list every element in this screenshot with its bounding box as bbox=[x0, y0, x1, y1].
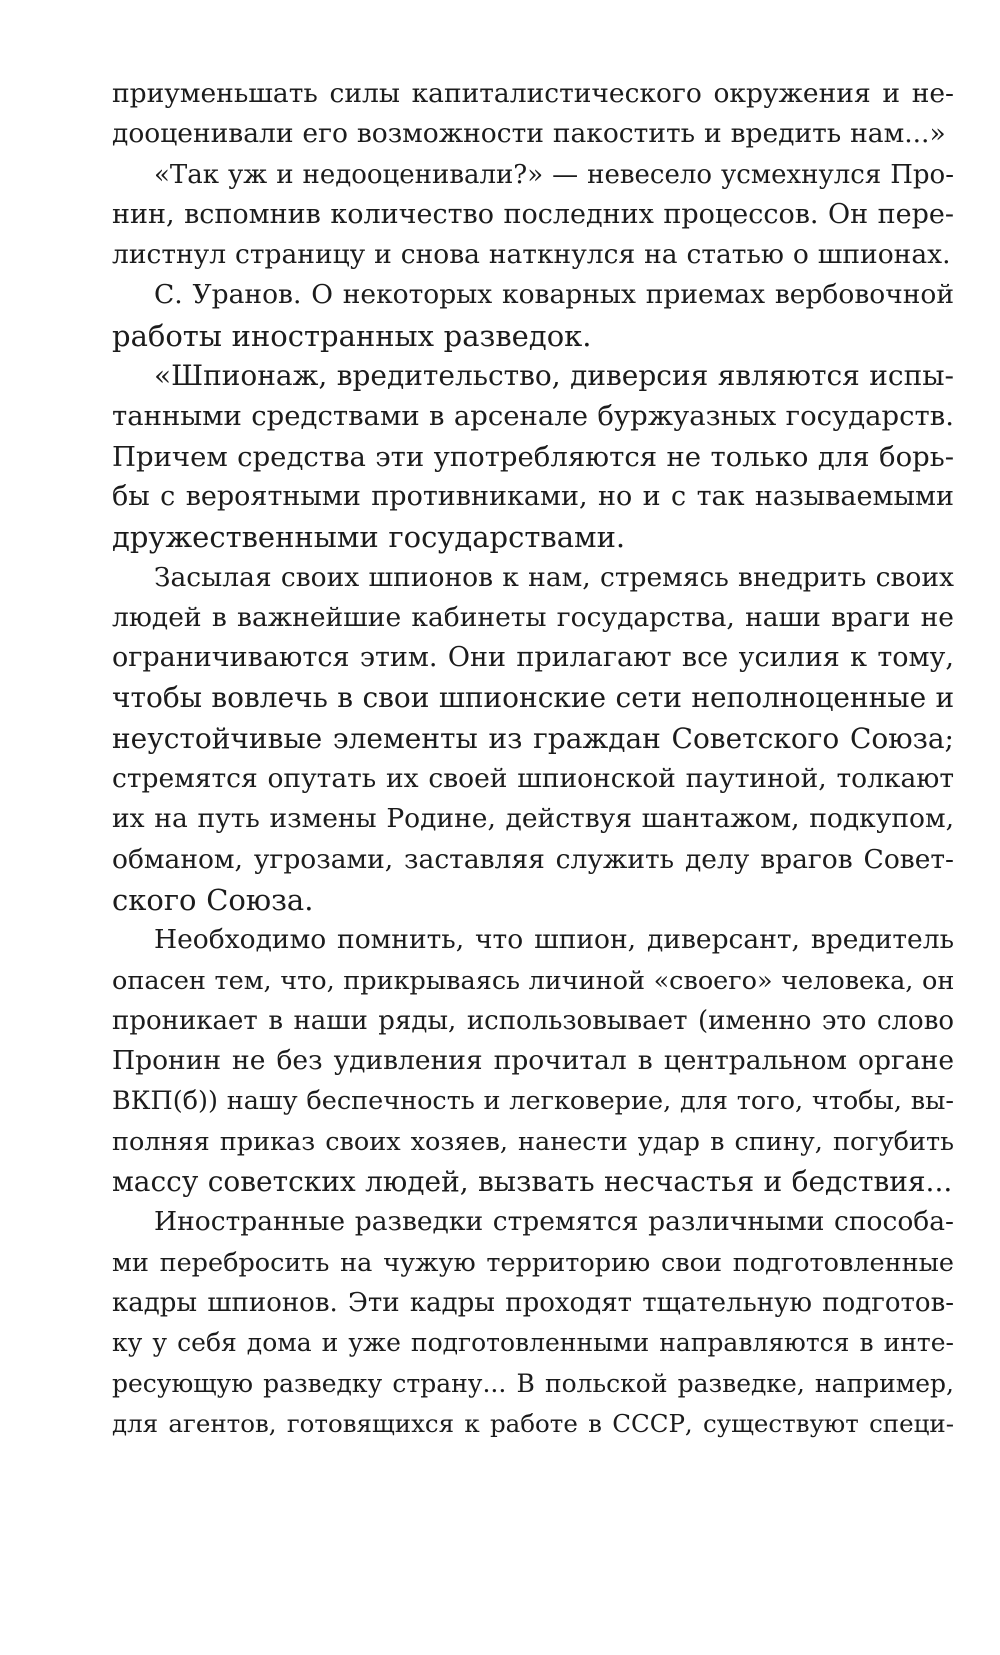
text-line: стремятся опутать их своей шпионской паутиной, толкают bbox=[112, 763, 954, 795]
paragraph bbox=[112, 1202, 954, 1444]
text-line: С. Уранов. О некоторых коварных приемах вербовочной bbox=[154, 279, 954, 311]
text-line: их на путь измены Родине, действуя шантажом, подкупом, bbox=[112, 803, 954, 835]
text-line: Иностранные разведки стремятся различными способа- bbox=[154, 1206, 954, 1238]
text-line: приуменьшать силы капиталистического окружения и не- bbox=[112, 78, 954, 109]
paragraph bbox=[112, 558, 954, 921]
text-line: «Шпионаж, вредительство, диверсия являются испы- bbox=[154, 359, 954, 393]
text-line: ку у себя дома и уже подготовленными направляются в инте- bbox=[112, 1328, 954, 1358]
text-line: кадры шпионов. Эти кадры проходят тщательную подготов- bbox=[112, 1287, 954, 1318]
text-line: для агентов, готовящихся к работе в СССР, существуют специ- bbox=[112, 1408, 954, 1438]
paragraph bbox=[112, 74, 954, 155]
text-line: Необходимо помнить, что шпион, диверсант, вредитель bbox=[154, 924, 954, 956]
text-line: ского Союза. bbox=[112, 882, 314, 917]
text-line: ограничиваются этим. Они прилагают все усилия к тому, bbox=[112, 642, 954, 674]
text-line: людей в важнейшие кабинеты государства, наши враги не bbox=[112, 601, 954, 633]
text-line: полняя приказ своих хозяев, нанести удар в спину, погубить bbox=[112, 1126, 954, 1157]
text-line: дружественными государствами. bbox=[112, 520, 626, 555]
paragraph bbox=[112, 920, 954, 1202]
text-line: Пронин не без удивления прочитал в центральном органе bbox=[112, 1045, 954, 1077]
text-line: дооценивали его возможности пакостить и вредить нам...» bbox=[112, 118, 946, 150]
text-line: ми перебросить на чужую территорию свои подготовленные bbox=[112, 1247, 954, 1278]
paragraph bbox=[112, 275, 954, 356]
text-line: обманом, угрозами, заставляя служить делу врагов Совет- bbox=[112, 843, 954, 875]
text-line: бы с вероятными противниками, но и с так называемыми bbox=[112, 480, 954, 512]
text-line: работы иностранных разведок. bbox=[112, 318, 592, 353]
text-line: листнул страницу и снова наткнулся на статью о шпионах. bbox=[112, 239, 951, 271]
text-line: ресующую разведку страну... В польской разведке, например, bbox=[112, 1368, 954, 1398]
text-line: танными средствами в арсенале буржуазных государств. bbox=[112, 400, 954, 433]
text-line: чтобы вовлечь в свои шпионские сети неполноценные и bbox=[112, 681, 955, 715]
paragraph bbox=[112, 356, 954, 557]
text-line: проникает в наши ряды, использовывает (именно это слово bbox=[112, 1005, 954, 1036]
text-line: «Так уж и недооценивали?» — невесело усмехнулся Про- bbox=[154, 159, 954, 190]
text-line: нин, вспомнив количество последних процессов. Он пере- bbox=[112, 198, 954, 230]
book-page bbox=[112, 74, 954, 1444]
text-line: ВКП(б)) нашу беспечность и легковерие, для того, чтобы, вы- bbox=[112, 1086, 954, 1117]
text-line: опасен тем, что, прикрываясь личиной «своего» человека, он bbox=[112, 965, 955, 996]
paragraph bbox=[112, 155, 954, 276]
text-line: Причем средства эти употребляются не только для борь- bbox=[112, 440, 954, 473]
text-line: неустойчивые элементы из граждан Советского Союза; bbox=[112, 721, 954, 755]
text-line: массу советских людей, вызвать несчастья и бедствия... bbox=[112, 1165, 953, 1199]
text-line: Засылая своих шпионов к нам, стремясь внедрить своих bbox=[154, 561, 954, 593]
